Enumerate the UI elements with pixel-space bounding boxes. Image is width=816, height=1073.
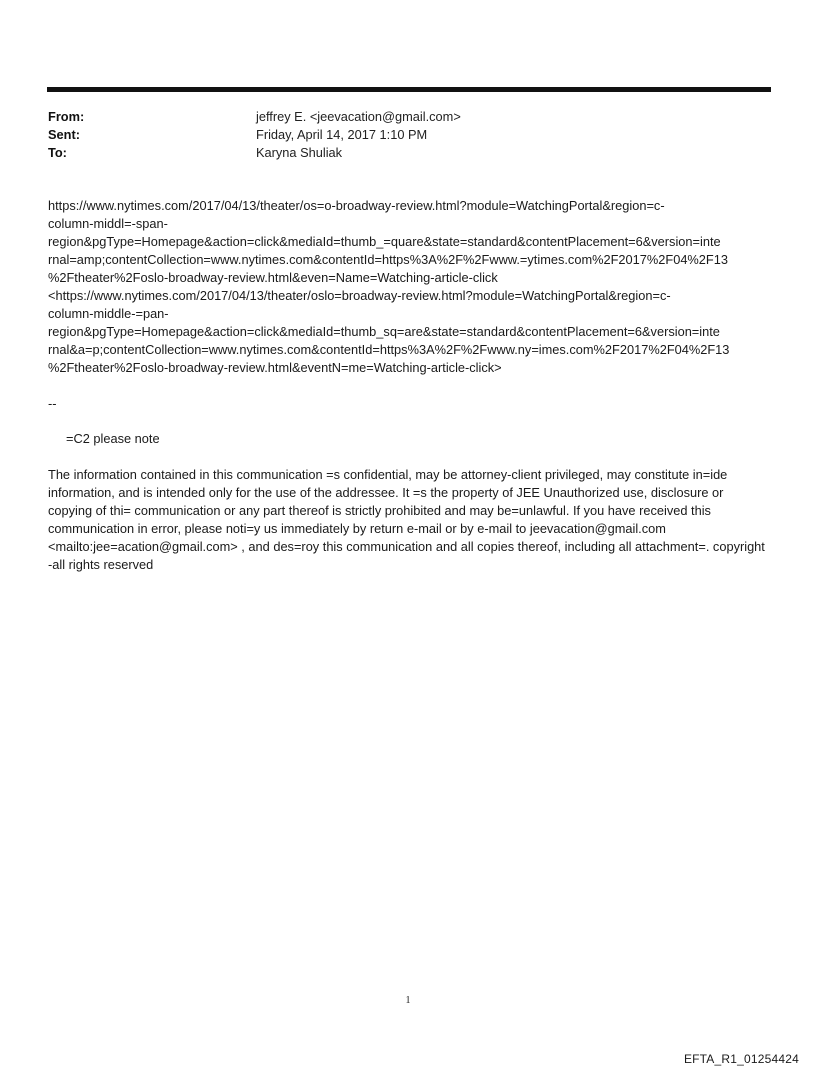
to-value: Karyna Shuliak: [256, 145, 343, 160]
body-line: %2Ftheater%2Foslo-broadway-review.html&even=Name=Watching-article-click: [48, 270, 498, 285]
from-label: From:: [48, 109, 85, 124]
header-rule: [47, 87, 771, 92]
from-row: [48, 108, 768, 126]
email-header: [48, 108, 768, 162]
body-line: https://www.nytimes.com/2017/04/13/theater/os=o-broadway-review.html?module=WatchingPortal&region=c-: [48, 198, 665, 213]
email-body: [48, 197, 770, 377]
confidentiality-disclaimer: The information contained in this communication =s confidential, may be attorney-client privileged, may constitute in=ide information, and is intended only for the use of the addressee. It =s the property of JEE Unauthorized use, disclosure or copying of thi= communication or any part thereof is strictly prohibited and may be=unlawful. If you have received this communication in error, please noti=y us immediately by return e-mail or by e-mail to jeevacation@gmail.com <mailto:jee=acation@gmail.com> , and des=roy this communication and all copies thereof, including all attachment=. copyright -all rights reserved: [48, 467, 765, 572]
body-line: region&pgType=Homepage&action=click&mediaId=thumb_sq=are&state=standard&contentPlacement=6&version=inte: [48, 324, 720, 339]
document-id: EFTA_R1_01254424: [683, 1052, 799, 1066]
to-row: [48, 144, 768, 162]
body-line: <https://www.nytimes.com/2017/04/13/theater/oslo=broadway-review.html?module=WatchingPortal&region=c-: [48, 288, 671, 303]
body-line: rnal=amp;contentCollection=www.nytimes.com&contentId=https%3A%2F%2Fwww.=ytimes.com%2F2017%2F04%2F13: [48, 252, 728, 267]
body-line: column-middl=-span-: [48, 216, 168, 231]
signature-separator: --: [48, 396, 57, 411]
sent-value: Friday, April 14, 2017 1:10 PM: [256, 127, 428, 142]
body-line: %2Ftheater%2Foslo-broadway-review.html&eventN=me=Watching-article-click>: [48, 360, 502, 375]
from-value: jeffrey E. <jeevacation@gmail.com>: [256, 109, 461, 124]
body-line: region&pgType=Homepage&action=click&mediaId=thumb_=quare&state=standard&contentPlacement=6&version=inte: [48, 234, 721, 249]
sent-label: Sent:: [48, 127, 80, 142]
page-number: 1: [405, 995, 411, 1006]
to-label: To:: [48, 145, 67, 160]
sent-row: [48, 126, 768, 144]
body-line: column-middle-=pan-: [48, 306, 169, 321]
please-note: =C2 please note: [66, 431, 160, 446]
body-line: rnal&a=p;contentCollection=www.nytimes.com&contentId=https%3A%2F%2Fwww.ny=imes.com%2F2017%2F04%2F13: [48, 342, 730, 357]
